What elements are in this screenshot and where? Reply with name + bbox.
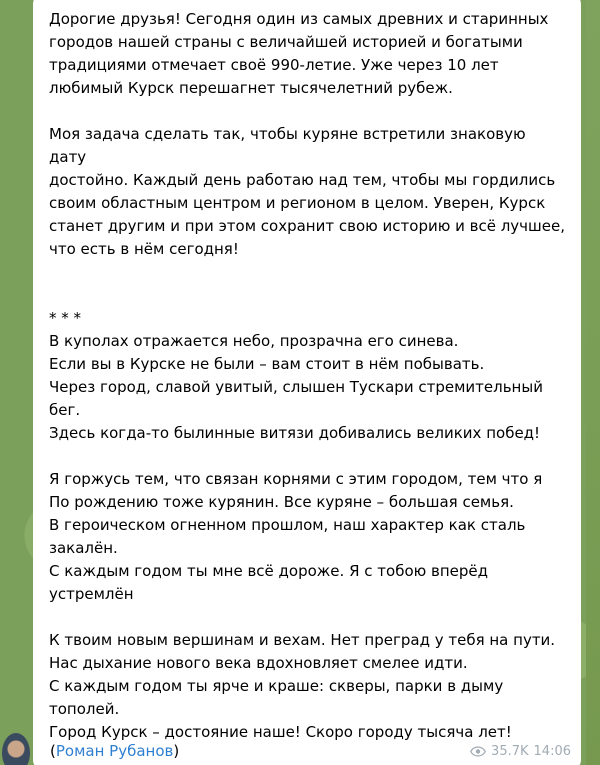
text-line: достойно. Каждый день работаю над тем, чтобы мы гордились (49, 171, 556, 189)
text-line: бег. (49, 401, 81, 419)
text-line: Если вы в Курске не были – вам стоит в нём побывать. (49, 355, 485, 373)
text-line: станет другим и при этом сохранит свою историю и всё лучшее, (49, 217, 565, 235)
text-line: По рождению тоже курянин. Все куряне – большая семья. (49, 493, 514, 511)
message-time: 14:06 (533, 744, 571, 759)
eye-icon (470, 746, 486, 757)
text-line: своим областным центром и регионом в целом. Уверен, Курск (49, 194, 546, 212)
message-text (49, 8, 565, 744)
text-line: Я горжусь тем, что связан корнями с этим городом, тем что я (49, 470, 543, 488)
separator: * * * (49, 309, 82, 327)
text-line: тополей. (49, 700, 120, 718)
text-line: С каждым годом ты мне всё дороже. Я с тобою вперёд (49, 562, 489, 580)
text-line: Через город, славой увитый, слышен Тускари стремительный (49, 378, 543, 396)
text-line: В героическом огненном прошлом, наш характер как сталь (49, 516, 526, 534)
message-meta (470, 744, 571, 759)
text-line: традициями отмечает своё 990-летие. Уже через 10 лет (49, 56, 499, 74)
text-line: что есть в нём сегодня! (49, 240, 239, 258)
text-line: любимый Курск перешагнет тысячелетний рубеж. (49, 79, 453, 97)
author-paren-open: ( (50, 742, 56, 760)
author-signature (50, 741, 179, 761)
text-line: С каждым годом ты ярче и краше: скверы, парки в дыму (49, 677, 504, 695)
author-paren-close: ) (173, 742, 180, 760)
text-line: В куполах отражается небо, прозрачна его синева. (49, 332, 459, 350)
text-line: Город Курск – достояние наше! Скоро городу тысяча лет! (49, 723, 512, 741)
text-line: Нас дыхание нового века вдохновляет смелее идти. (49, 654, 468, 672)
text-line: городов нашей страны с величайшей историей и богатыми (49, 33, 523, 51)
text-line: устремлён (49, 585, 134, 603)
chat-background-strip (586, 0, 600, 765)
text-line: К твоим новым вершинам и вехам. Нет преград у тебя на пути. (49, 631, 556, 649)
message-bubble (33, 0, 581, 765)
view-count: 35.7K (491, 744, 529, 759)
avatar[interactable] (2, 733, 30, 765)
text-line: Моя задача сделать так, чтобы куряне встретили знаковую дату (49, 125, 526, 166)
text-line: Дорогие друзья! Сегодня один из самых древних и старинных (49, 10, 549, 28)
text-line: закалён. (49, 539, 118, 557)
text-line: Здесь когда-то былинные витязи добивались великих побед! (49, 424, 541, 442)
author-link[interactable]: Роман Рубанов (55, 742, 174, 760)
